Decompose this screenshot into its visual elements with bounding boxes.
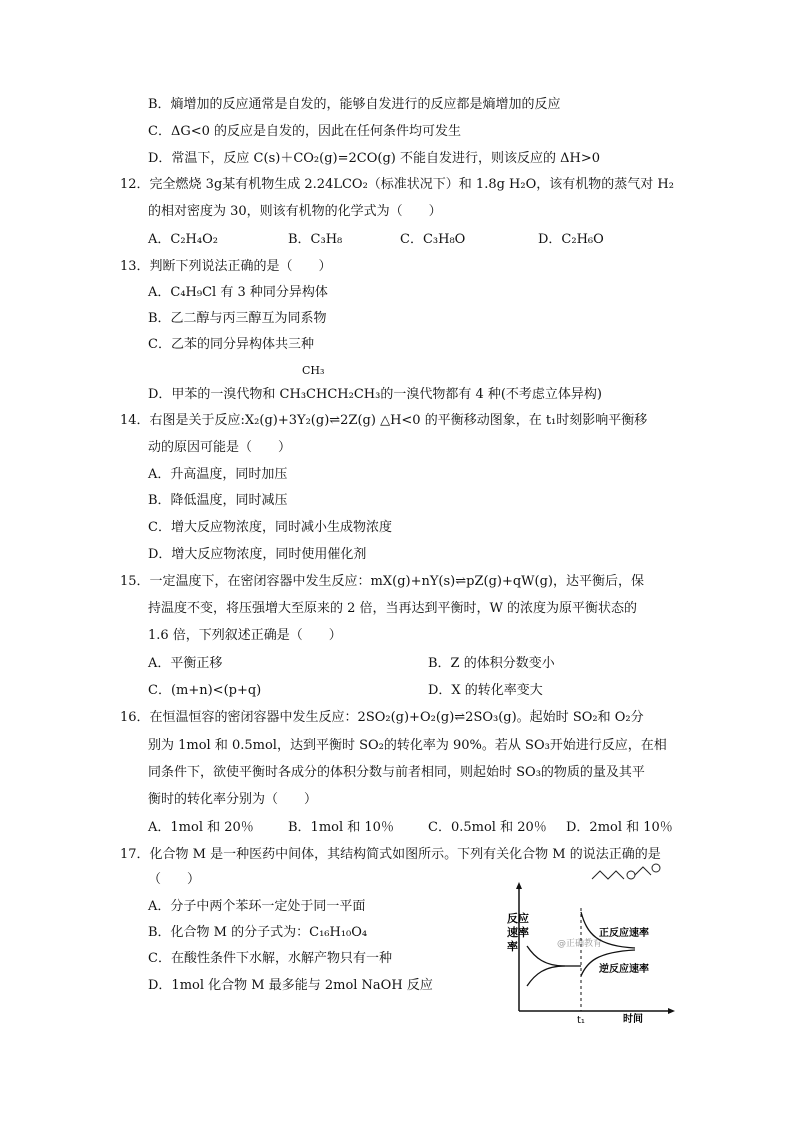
q16-option-b: B．1mol 和 10％ bbox=[288, 820, 394, 835]
q13-option-a: A．C₄H₉Cl 有 3 种同分异构体 bbox=[148, 285, 328, 300]
q17-option-b: B．化合物 M 的分子式为：C₁₆H₁₀O₄ bbox=[148, 925, 368, 940]
q16-stem-line2: 别为 1mol 和 0.5mol，达到平衡时 SO₂的转化率为 90%。若从 SO₃开始进行反应，在相 bbox=[148, 738, 667, 753]
q16-stem-line4: 衡时的转化率分别为（ ） bbox=[148, 792, 318, 807]
q15-option-a: A．平衡正移 bbox=[148, 656, 223, 671]
watermark-text: @正确教育 bbox=[557, 939, 603, 949]
q17-option-d: D．1mol 化合物 M 最多能与 2mol NaOH 反应 bbox=[148, 978, 433, 993]
q14-option-d: D．增大反应物浓度，同时使用催化剂 bbox=[148, 547, 367, 562]
q14-option-a: A．升高温度，同时加压 bbox=[148, 467, 288, 482]
q17-stem-line2: （ ） bbox=[148, 872, 201, 887]
q12-option-b: B．C₃H₈ bbox=[288, 232, 343, 247]
q12-stem-line2: 的相对密度为 30，则该有机物的化学式为（ ） bbox=[148, 204, 442, 219]
q13-option-c: C．乙苯的同分异构体共三种 bbox=[148, 337, 314, 352]
q12-stem-line1: 12．完全燃烧 3g某有机物生成 2.24LCO₂（标准状况下）和 1.8g H₂O，该有机物的蒸气对 H₂ bbox=[120, 177, 674, 192]
q14-stem-line2: 动的原因可能是（ ） bbox=[148, 440, 292, 455]
y-label-line1: 反应 bbox=[507, 912, 529, 925]
reverse-rate-curve-before bbox=[527, 966, 565, 986]
y-axis-arrow bbox=[516, 882, 522, 889]
rate-time-graph bbox=[505, 878, 680, 1023]
q17-option-c: C．在酸性条件下水解，水解产物只有一种 bbox=[148, 951, 392, 966]
q15-stem-line3: 1.6 倍，下列叙述正确是（ ） bbox=[148, 628, 342, 643]
q17-stem-line1: 17．化合物 M 是一种医药中间体，其结构简式如图所示。下列有关化合物 M 的说法正确的是 bbox=[120, 847, 661, 862]
q11-option-b: B．熵增加的反应通常是自发的，能够自发进行的反应都是熵增加的反应 bbox=[148, 97, 561, 112]
q16-option-d: D．2mol 和 10％ bbox=[566, 820, 673, 835]
y-label-line3: 率 bbox=[507, 940, 518, 953]
q14-option-b: B．降低温度，同时减压 bbox=[148, 493, 288, 508]
q15-stem-line2: 持温度不变，将压强增大至原来的 2 倍，当再达到平衡时，W 的浓度为原平衡状态的 bbox=[148, 601, 638, 616]
q14-option-c: C．增大反应物浓度，同时减小生成物浓度 bbox=[148, 520, 392, 535]
q15-stem-line1: 15．一定温度下，在密闭容器中发生反应：mX(g)+nY(s)⇌pZ(g)+qW(g)，达平衡后，保 bbox=[120, 574, 645, 589]
q16-stem-line1: 16．在恒温恒容的密闭容器中发生反应：2SO₂(g)+O₂(g)⇌2SO₃(g)。起始时 SO₂和 O₂分 bbox=[120, 710, 644, 725]
q14-stem-line1: 14．右图是关于反应:X₂(g)+3Y₂(g)⇌2Z(g) △H<0 的平衡移动图象，在 t₁时刻影响平衡移 bbox=[120, 413, 648, 428]
t1-label: t₁ bbox=[577, 1015, 585, 1023]
x-axis-label: 时间 bbox=[623, 1014, 643, 1023]
forward-rate-label: 正反应速率 bbox=[599, 928, 649, 939]
q15-option-d: D．X 的转化率变大 bbox=[428, 683, 543, 698]
q11-option-c: C．ΔG<0 的反应是自发的，因此在任何条件均可发生 bbox=[148, 124, 462, 139]
q16-stem-line3: 同条件下，欲使平衡时各成分的体积分数与前者相同，则起始时 SO₃的物质的量及其平 bbox=[148, 765, 645, 780]
q13-stem: 13．判断下列说法正确的是（ ） bbox=[120, 259, 332, 274]
x-axis-arrow bbox=[668, 1008, 675, 1014]
q13-ch3-label: CH₃ bbox=[302, 364, 325, 377]
q15-option-b: B．Z 的体积分数变小 bbox=[428, 656, 555, 671]
q13-option-b: B．乙二醇与丙三醇互为同系物 bbox=[148, 311, 327, 326]
reverse-rate-label: 逆反应速率 bbox=[599, 964, 649, 975]
q11-option-d: D．常温下，反应 C(s)＋CO₂(g)=2CO(g) 不能自发进行，则该反应的 ΔH>0 bbox=[148, 151, 600, 166]
y-label-line2: 速率 bbox=[507, 926, 529, 939]
q12-option-c: C．C₃H₈O bbox=[400, 232, 466, 247]
forward-rate-curve-before bbox=[527, 946, 565, 966]
q15-option-c: C．(m+n)<(p+q) bbox=[148, 683, 262, 698]
q17-option-a: A．分子中两个苯环一定处于同一平面 bbox=[148, 899, 366, 914]
q12-option-a: A．C₂H₄O₂ bbox=[148, 232, 218, 247]
q13-option-d: D．甲苯的一溴代物和 CH₃CHCH₂CH₃的一溴代物都有 4 种(不考虑立体异构) bbox=[148, 387, 603, 402]
q12-option-d: D．C₂H₆O bbox=[538, 232, 604, 247]
q16-option-a: A．1mol 和 20％ bbox=[148, 820, 254, 835]
q16-option-c: C．0.5mol 和 20％ bbox=[428, 820, 547, 835]
